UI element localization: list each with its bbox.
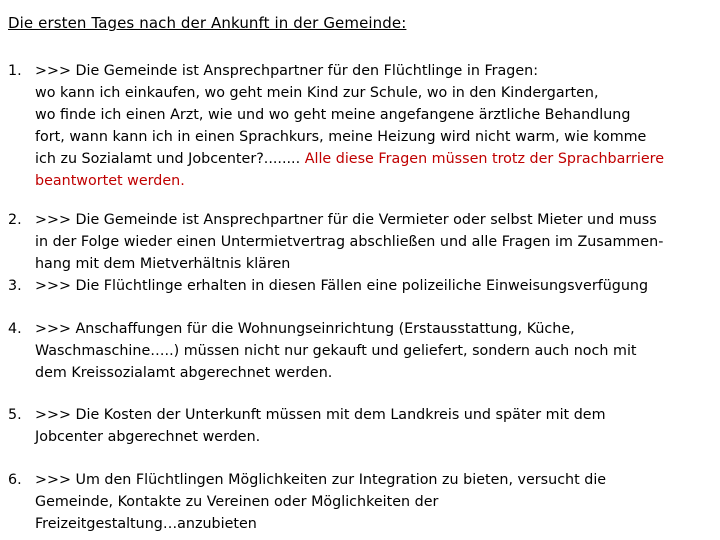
item-text-line: Freizeitgestaltung…anzubieten xyxy=(35,516,257,532)
item-number: 4. xyxy=(8,321,22,337)
highlighted-text: beantwortet werden. xyxy=(35,173,185,189)
item-text-line: fort, wann kann ich in einen Sprachkurs, meine Heizung wird nicht warm, wie komme xyxy=(35,129,647,145)
item-text-line: wo kann ich einkaufen, wo geht mein Kind zur Schule, wo in den Kindergarten, xyxy=(35,85,599,101)
item-text-line: Jobcenter abgerechnet werden. xyxy=(35,429,261,445)
item-text-line: >>> Anschaffungen für die Wohnungseinrichtung (Erstausstattung, Küche, xyxy=(35,321,575,337)
item-number: 2. xyxy=(8,212,22,228)
item-number: 1. xyxy=(8,63,22,79)
item-text-line: >>> Die Gemeinde ist Ansprechpartner für den Flüchtlinge in Fragen: xyxy=(35,63,539,79)
item-text-line xyxy=(35,148,664,170)
item-text-line: wo finde ich einen Arzt, wie und wo geht meine angefangene ärztliche Behandlung xyxy=(35,107,631,123)
item-number: 5. xyxy=(8,407,22,423)
item-number: 6. xyxy=(8,472,22,488)
item-text-line: >>> Die Flüchtlinge erhalten in diesen Fällen eine polizeiliche Einweisungsverfügung xyxy=(35,278,649,294)
item-number: 3. xyxy=(8,278,22,294)
item-text-line: >>> Die Kosten der Unterkunft müssen mit dem Landkreis und später mit dem xyxy=(35,407,606,423)
highlighted-text: Alle diese Fragen müssen trotz der Sprachbarriere xyxy=(304,151,665,167)
item-text-line: in der Folge wieder einen Untermietvertrag abschließen und alle Fragen im Zusammen- xyxy=(35,234,664,250)
item-text-line: >>> Um den Flüchtlingen Möglichkeiten zur Integration zu bieten, versucht die xyxy=(35,472,607,488)
item-text-segment: ich zu Sozialamt und Jobcenter?........ xyxy=(35,151,305,167)
item-text-line: dem Kreissozialamt abgerechnet werden. xyxy=(35,365,333,381)
item-text-line: >>> Die Gemeinde ist Ansprechpartner für die Vermieter oder selbst Mieter und muss xyxy=(35,212,657,228)
item-text-line: Waschmaschine…..) müssen nicht nur gekauft und geliefert, sondern auch noch mit xyxy=(35,343,637,359)
item-text-line: hang mit dem Mietverhältnis klären xyxy=(35,256,291,272)
page-title: Die ersten Tages nach der Ankunft in der Gemeinde: xyxy=(8,14,407,32)
item-text-line: Gemeinde, Kontakte zu Vereinen oder Möglichkeiten der xyxy=(35,494,439,510)
